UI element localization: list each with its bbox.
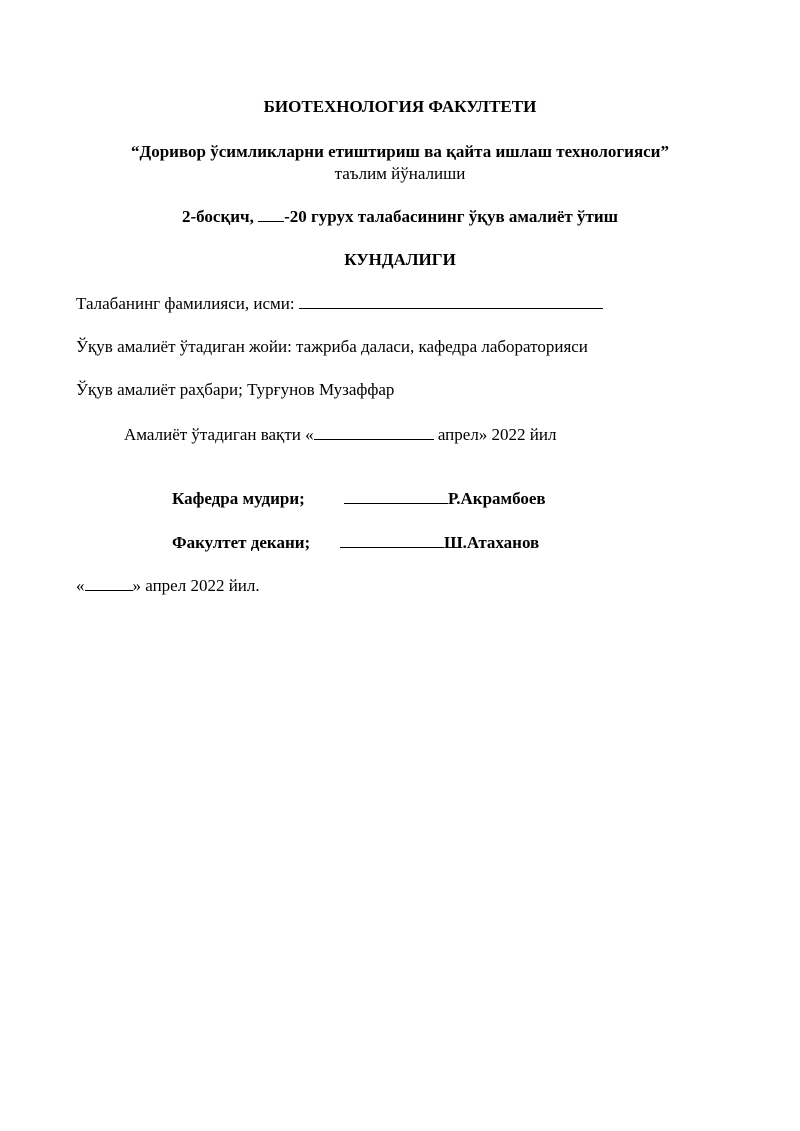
practice-time-label: Амалиёт ўтадиган вақти « — [124, 425, 314, 444]
course-line — [0, 206, 800, 227]
student-name-blank — [299, 293, 603, 309]
course-line-suffix: -20 гурух талабасининг ўқув амалиёт ўтиш — [284, 207, 619, 226]
practice-time-blank — [314, 424, 434, 440]
signature-role: Кафедра мудири; — [172, 489, 305, 508]
student-name-line — [76, 293, 603, 314]
program-subtitle: таълим йўналиши — [334, 164, 466, 183]
signature-role: Факултет декани; — [172, 533, 311, 552]
practice-time-suffix: апрел» 2022 йил — [433, 425, 557, 444]
document-title: КУНДАЛИГИ — [344, 250, 456, 269]
student-name-label: Талабанинг фамилияси, исми: — [76, 294, 295, 313]
program-name: “Доривор ўсимликларни етиштириш ва қайта ишлаш технологияси” — [131, 142, 669, 161]
group-number-blank — [258, 206, 284, 222]
signature-row-head — [172, 488, 546, 509]
signature-blank — [340, 532, 444, 548]
faculty-title: БИОТЕХНОЛОГИЯ ФАКУЛТЕТИ — [263, 97, 537, 116]
practice-supervisor: Ўқув амалиёт раҳбари; Турғунов Музаффар — [76, 380, 395, 399]
signature-row-dean — [172, 532, 539, 553]
date-open-quote: « — [76, 576, 85, 595]
date-suffix: » апрел 2022 йил. — [132, 576, 260, 595]
signature-name: Р.Акрамбоев — [448, 489, 546, 508]
practice-place: Ўқув амалиёт ўтадиган жойи: тажриба даласи, кафедра лабораторияси — [76, 337, 588, 356]
practice-time-line — [124, 424, 557, 445]
date-line — [76, 575, 260, 596]
course-line-prefix: 2-босқич, — [181, 207, 254, 226]
date-day-blank — [85, 575, 133, 591]
signature-blank — [344, 488, 448, 504]
signature-name: Ш.Атаханов — [444, 533, 540, 552]
